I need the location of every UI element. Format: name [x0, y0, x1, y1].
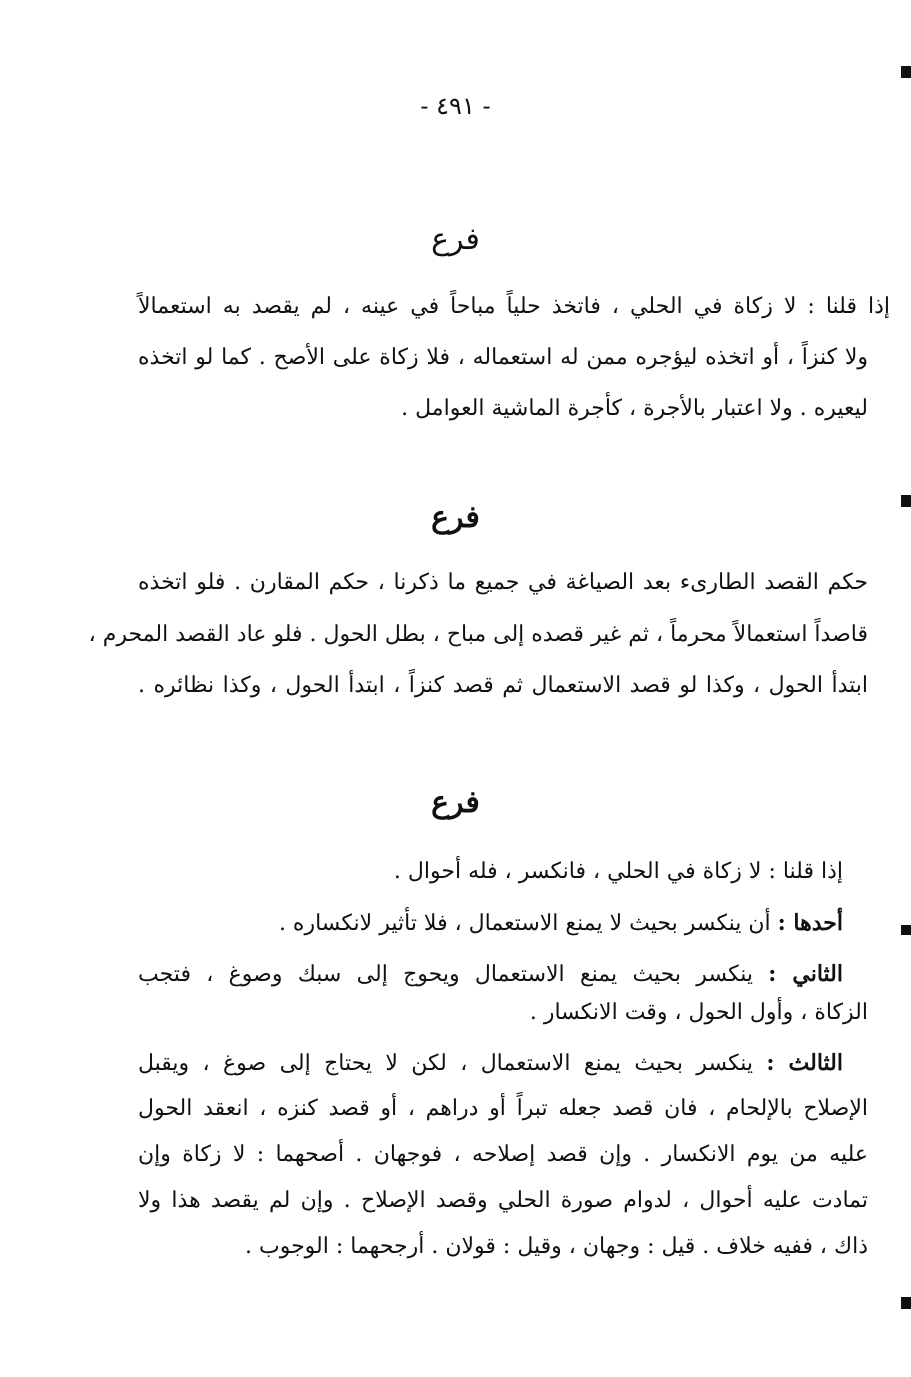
margin-mark — [901, 66, 911, 78]
paragraph-line: ولا كنزاً ، أو اتخذه ليؤجره ممن له استعماله ، فلا زكاة على الأصح . كما لو اتخذه — [138, 345, 868, 370]
case-label: الثالث : — [766, 1050, 843, 1076]
paragraph-line: إذا قلنا : لا زكاة في الحلي ، فاتخذ حلياً مباحاً في عينه ، لم يقصد به استعمالاً — [138, 294, 890, 319]
case-text: ينكسر بحيث يمنع الاستعمال ، لكن لا يحتاج إلى صوغ ، ويقبل — [138, 1051, 753, 1076]
margin-mark — [901, 925, 911, 935]
margin-mark — [901, 1297, 911, 1309]
page-number: - ٤٩١ - — [420, 92, 491, 120]
section-heading: فرع — [431, 222, 480, 257]
case-label: أحدها : — [777, 910, 843, 936]
case-text: ينكسر بحيث يمنع الاستعمال ويحوج إلى سبك وصوغ ، فتجب — [138, 962, 753, 987]
paragraph-line: ليعيره . ولا اعتبار بالأجرة ، كأجرة الماشية العوامل . — [401, 396, 868, 421]
paragraph-line: تمادت عليه أحوال ، لدوام صورة الحلي وقصد الإصلاح . وإن لم يقصد هذا ولا — [138, 1188, 868, 1213]
paragraph-line: عليه من يوم الانكسار . وإن قصد إصلاحه ، فوجهان . أصحهما : لا زكاة وإن — [138, 1142, 868, 1167]
paragraph-line: قاصداً استعمالاً محرماً ، ثم غير قصده إلى مباح ، بطل الحول . فلو عاد القصد المحرم ، — [88, 622, 868, 647]
paragraph-line: حكم القصد الطارىء بعد الصياغة في جميع ما ذكرنا ، حكم المقارن . فلو اتخذه — [138, 570, 868, 595]
case-line — [138, 959, 843, 989]
section-heading: فرع — [431, 500, 480, 535]
paragraph-line: الإصلاح بالإلحام ، فان قصد جعله تبراً أو دراهم ، أو قصد كنزه ، انعقد الحول — [138, 1096, 868, 1121]
case-line — [138, 908, 843, 938]
paragraph-line: ذاك ، ففيه خلاف . قيل : وجهان ، وقيل : قولان . أرجحهما : الوجوب . — [245, 1234, 868, 1259]
paragraph-line: إذا قلنا : لا زكاة في الحلي ، فانكسر ، فله أحوال . — [393, 859, 843, 884]
paragraph-line: الزكاة ، وأول الحول ، وقت الانكسار . — [529, 1000, 868, 1025]
section-heading: فرع — [431, 785, 480, 820]
case-label: الثاني : — [768, 961, 843, 987]
margin-mark — [901, 495, 911, 507]
case-text: أن ينكسر بحيث لا يمنع الاستعمال ، فلا تأثير لانكساره . — [278, 911, 771, 936]
paragraph-line: ابتدأ الحول ، وكذا لو قصد الاستعمال ثم قصد كنزاً ، ابتدأ الحول ، وكذا نظائره . — [138, 673, 868, 698]
case-line — [138, 1048, 843, 1078]
